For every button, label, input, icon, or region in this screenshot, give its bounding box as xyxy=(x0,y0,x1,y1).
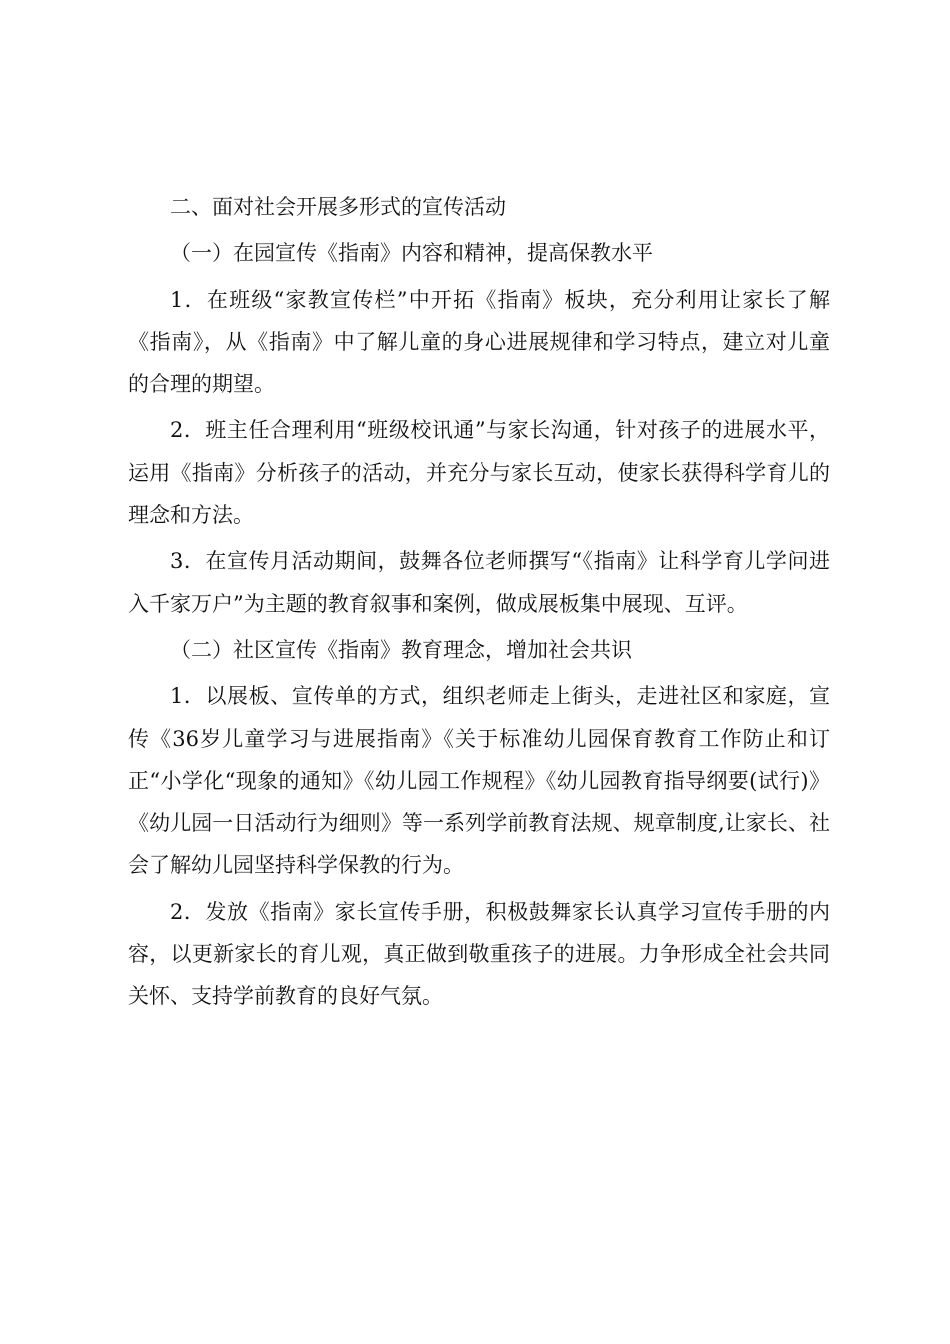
document-body xyxy=(128,186,830,1018)
body-paragraph: 1．以展板、宣传单的方式，组织老师走上街头，走进社区和家庭，宣传《36岁儿童学习与进展指南》《关于标准幼儿园保育教育工作防止和订正“小学化“现象的通知》《幼儿园工作规程》《幼儿园教育指导纲要(试行)》《幼儿园一日活动行为细则》等一系列学前教育法规、规章制度,让家长、社会了解幼儿园坚持科学保教的行为。 xyxy=(128,684,830,878)
body-paragraph: 2．班主任合理利用“班级校讯通”与家长沟通，针对孩子的进展水平，运用《指南》分析孩子的活动，并充分与家长互动，使家长获得科学育儿的理念和方法。 xyxy=(128,418,830,528)
body-paragraph: 2．发放《指南》家长宣传手册，积极鼓舞家长认真学习宣传手册的内容，以更新家长的育儿观，真正做到敬重孩子的进展。力争形成全社会共同关怀、支持学前教育的良好气氛。 xyxy=(128,899,830,1009)
section-heading: 二、面对社会开展多形式的宣传活动 xyxy=(170,195,506,219)
body-paragraph: 1．在班级“家教宣传栏”中开拓《指南》板块，充分利用让家长了解《指南》，从《指南》中了解儿童的身心进展规律和学习特点，建立对儿童的合理的期望。 xyxy=(128,287,830,397)
subsection-heading: （二）社区宣传《指南》教育理念，增加社会共识 xyxy=(170,637,632,662)
subsection-heading: （一）在园宣传《指南》内容和精神，提高保教水平 xyxy=(170,241,653,266)
body-paragraph: 3．在宣传月活动期间，鼓舞各位老师撰写“《指南》让科学育儿学问进入千家万户”为主题的教育叙事和案例，做成展板集中展现、互评。 xyxy=(128,549,830,616)
